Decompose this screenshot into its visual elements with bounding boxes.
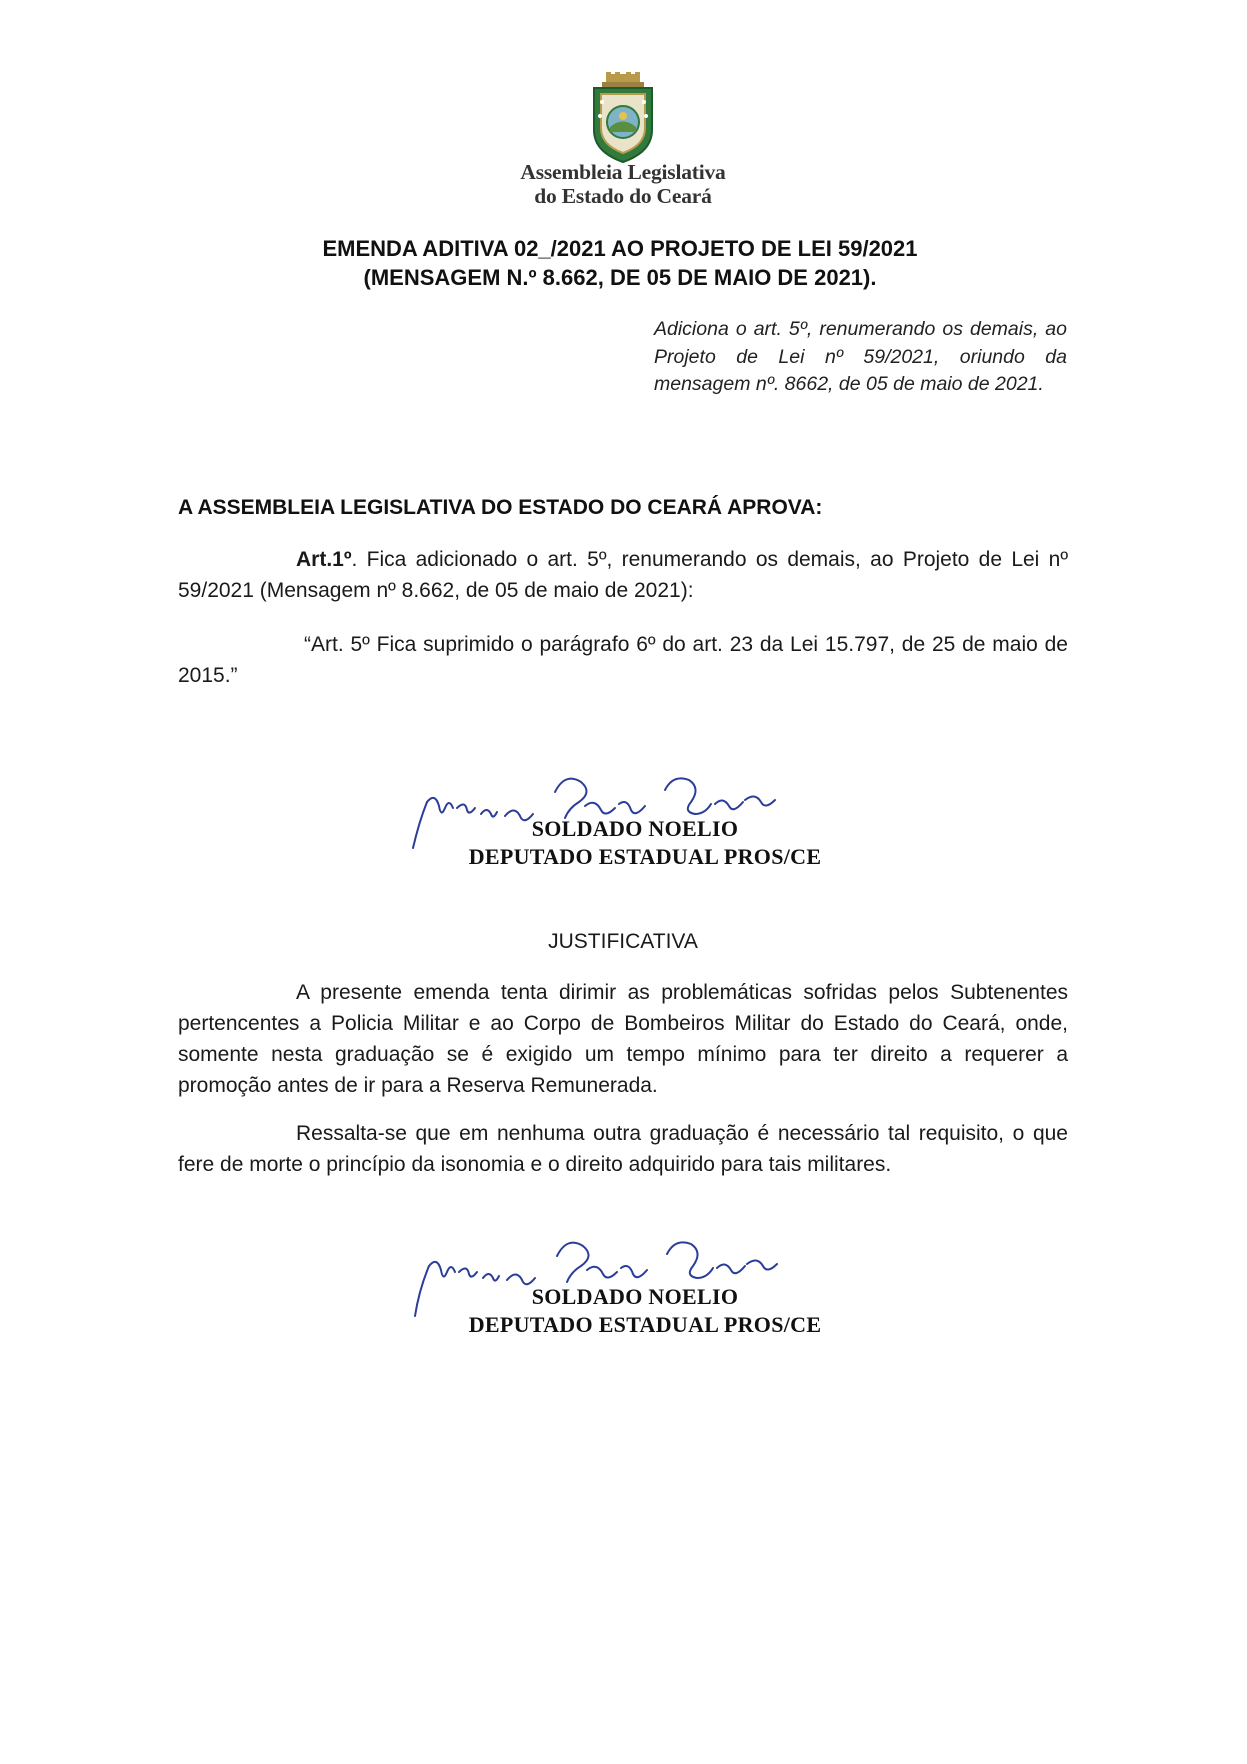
justification-heading: JUSTIFICATIVA	[548, 930, 698, 953]
article-5-quote	[178, 629, 1068, 691]
justification-paragraph-2	[178, 1118, 1068, 1180]
article-1-label: Art.1º	[296, 548, 352, 571]
justification-text-2: Ressalta-se que em nenhuma outra graduação é necessário tal requisito, o que fere de morte o princípio da isonomia e o direito adquirido para tais militares.	[178, 1122, 1068, 1176]
title-line-1: EMENDA ADITIVA 02_/2021 AO PROJETO DE LEI 59/2021	[322, 236, 918, 261]
document-title	[180, 234, 1060, 292]
ementa-summary: Adiciona o art. 5º, renumerando os demais, ao Projeto de Lei nº 59/2021, oriundo da mensagem nº. 8662, de 05 de maio de 2021.	[654, 318, 1067, 395]
institution-name	[423, 160, 823, 208]
signer-role-2: DEPUTADO ESTADUAL PROS/CE	[468, 1312, 822, 1337]
approval-clause: A ASSEMBLEIA LEGISLATIVA DO ESTADO DO CEARÁ APROVA:	[178, 496, 823, 519]
institution-line-2: do Estado do Ceará	[534, 184, 712, 208]
article-1-paragraph	[178, 544, 1068, 606]
institution-line-1: Assembleia Legislativa	[520, 160, 726, 184]
state-crest-logo	[588, 72, 658, 164]
signer-name: SOLDADO NOELIO	[531, 816, 739, 841]
justification-text-1: A presente emenda tenta dirimir as problemáticas sofridas pelos Subtenentes pertencentes a Policia Militar e ao Corpo de Bombeiros Militar do Estado do Ceará, onde, somente nesta graduação se é exigido um tempo mínimo para ter direito a requerer a promoção antes de ir para a Reserva Remunerada.	[178, 981, 1068, 1097]
signature-block-2	[405, 1230, 845, 1340]
article-1-text: . Fica adicionado o art. 5º, renumerando os demais, ao Projeto de Lei nº 59/2021 (Mensagem nº 8.662, de 05 de maio de 2021):	[178, 548, 1068, 602]
justification-paragraph-1	[178, 977, 1068, 1101]
signer-name-2: SOLDADO NOELIO	[531, 1284, 739, 1309]
signature-block	[405, 762, 845, 872]
title-line-2: (MENSAGEM N.º 8.662, DE 05 DE MAIO DE 2021).	[363, 265, 877, 290]
article-5-text: “Art. 5º Fica suprimido o parágrafo 6º do art. 23 da Lei 15.797, de 25 de maio de 2015.”	[178, 633, 1068, 687]
signer-role: DEPUTADO ESTADUAL PROS/CE	[468, 844, 822, 869]
